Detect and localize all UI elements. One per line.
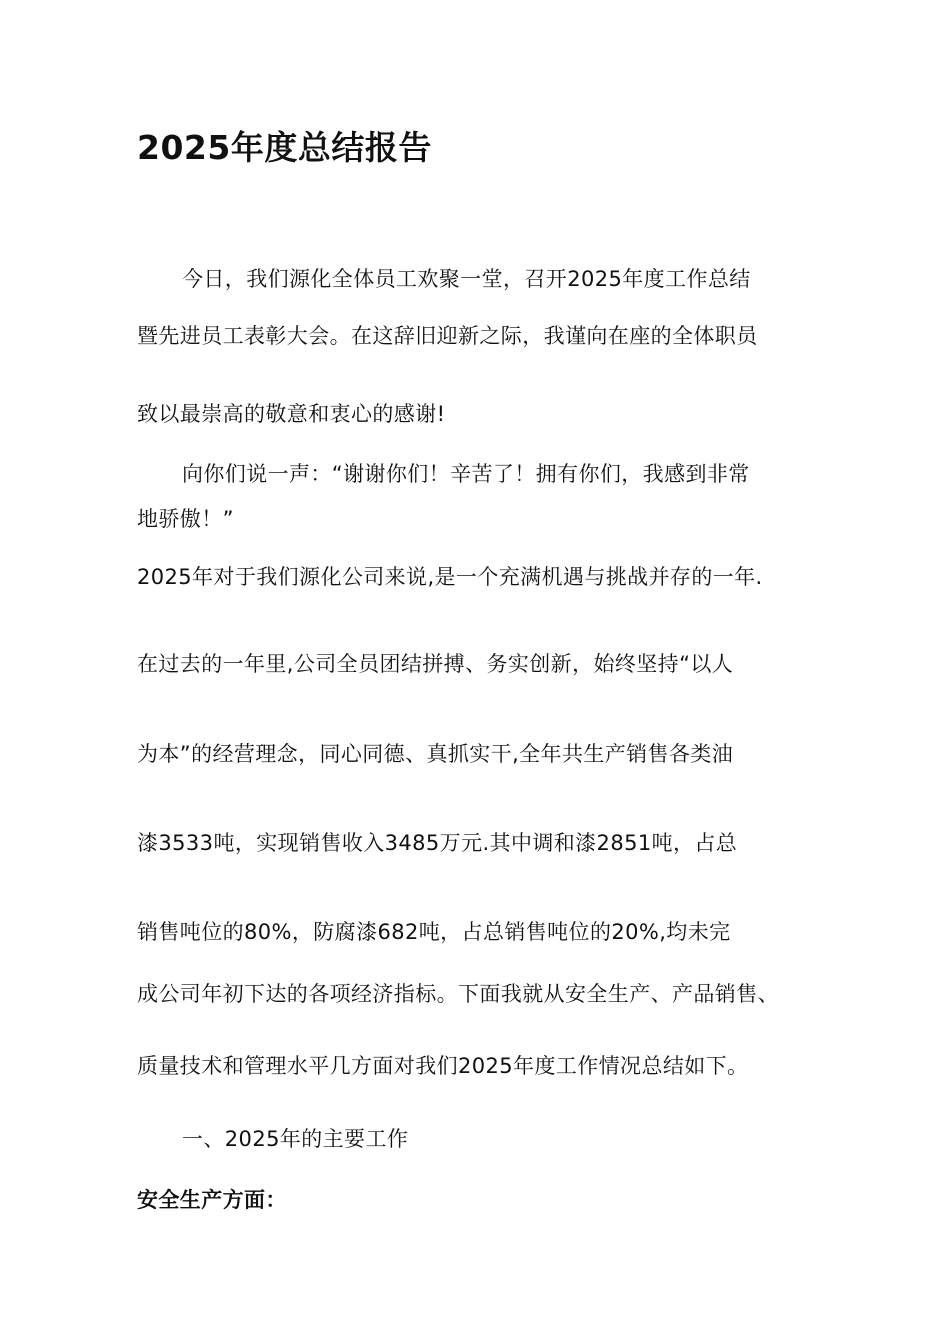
paragraph-line: 2025年对于我们源化公司来说,是一个充满机遇与挑战并存的一年. xyxy=(137,565,763,589)
paragraph-line: 销售吨位的80%，防腐漆682吨，占总销售吨位的20%,均未完 xyxy=(137,920,731,944)
paragraph-line: 地骄傲！” xyxy=(137,507,234,531)
subsection-heading: 安全生产方面： xyxy=(137,1188,287,1212)
paragraph-line: 为本”的经营理念，同心同德、真抓实干,全年共生产销售各类油 xyxy=(137,742,734,766)
paragraph-line: 暨先进员工表彰大会。在这辞旧迎新之际，我谨向在座的全体职员 xyxy=(137,324,758,348)
paragraph-line: 致以最崇高的敬意和衷心的感谢! xyxy=(137,402,446,426)
paragraph-line: 向你们说一声：“谢谢你们！辛苦了！拥有你们，我感到非常 xyxy=(182,462,750,486)
paragraph-line: 漆3533吨，实现销售收入3485万元.其中调和漆2851吨，占总 xyxy=(137,831,738,855)
paragraph-line: 在过去的一年里,公司全员团结拼搏、务实创新，始终坚持“以人 xyxy=(137,652,734,676)
document-title: 2025年度总结报告 xyxy=(137,128,432,167)
paragraph-line: 今日，我们源化全体员工欢聚一堂，召开2025年度工作总结 xyxy=(182,267,751,291)
section-heading: 一、2025年的主要工作 xyxy=(182,1127,409,1151)
paragraph-line: 成公司年初下达的各项经济指标。下面我就从安全生产、产品销售、 xyxy=(137,982,779,1006)
paragraph-line: 质量技术和管理水平几方面对我们2025年度工作情况总结如下。 xyxy=(137,1054,749,1078)
